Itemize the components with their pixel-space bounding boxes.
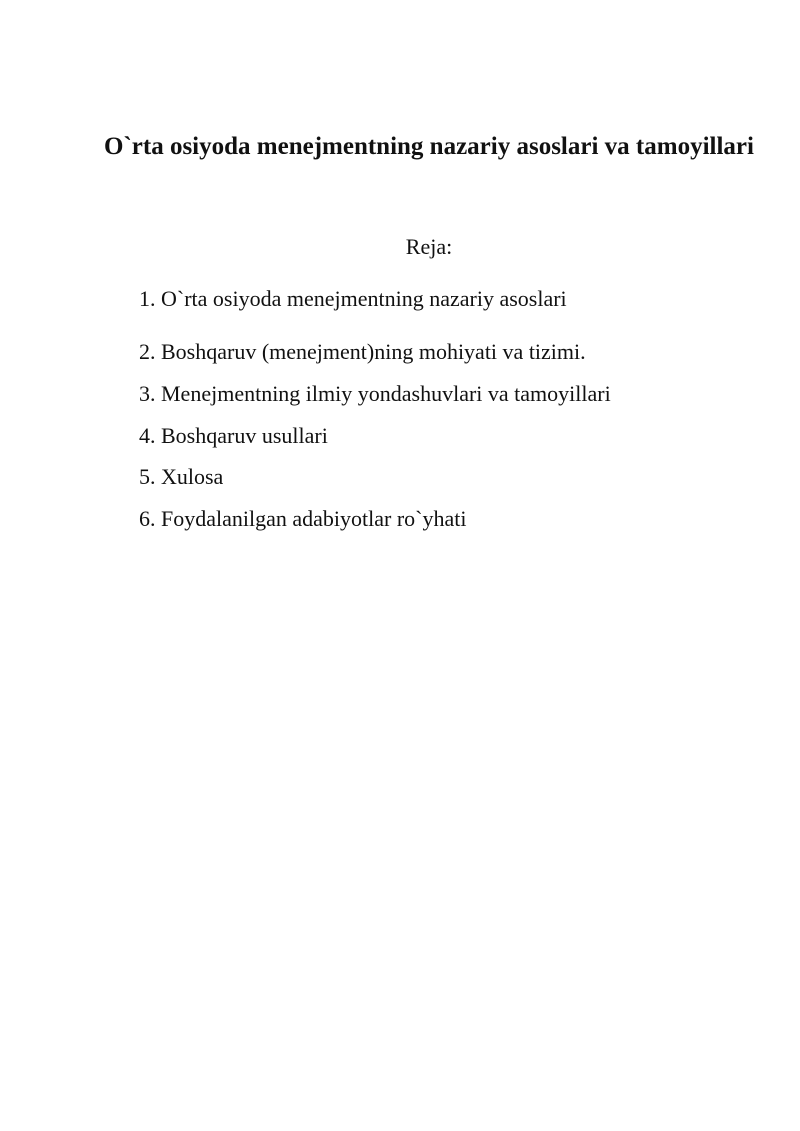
plan-item-6: 6. Foydalanilgan adabiyotlar ro`yhati: [139, 506, 467, 531]
plan-item-4: 4. Boshqaruv usullari: [139, 423, 328, 448]
plan-item-2: 2. Boshqaruv (menejment)ning mohiyati va tizimi.: [139, 339, 586, 364]
plan-item-1: 1. O`rta osiyoda menejmentning nazariy asoslari: [139, 286, 567, 311]
plan-heading: Reja:: [405, 234, 453, 259]
plan-item-3: 3. Menejmentning ilmiy yondashuvlari va tamoyillari: [139, 381, 611, 406]
document-title: O`rta osiyoda menejmentning nazariy asoslari va tamoyillari: [104, 133, 754, 160]
plan-item-5: 5. Xulosa: [139, 464, 224, 489]
